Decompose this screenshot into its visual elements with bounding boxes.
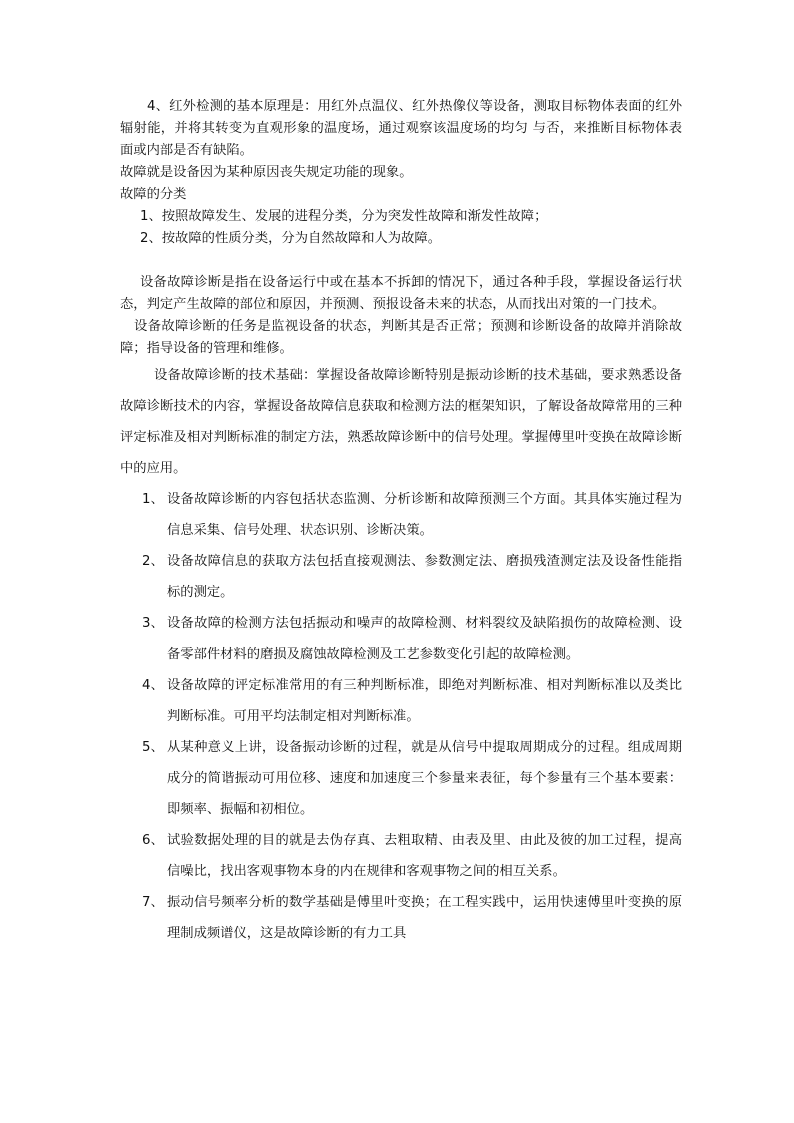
list-item [120, 484, 682, 546]
list-item-text: 从某种意义上讲，设备振动诊断的过程，就是从信号中提取周期成分的过程。组成周期成分的简谐振动可用位移、速度和加速度三个参量来表征，每个参量有三个基本要素：即频率、振幅和初相位。 [167, 740, 682, 817]
paragraph-diagnosis-definition: 设备故障诊断是指在设备运行中或在基本不拆卸的情况下，通过各种手段，掌握设备运行状态，判定产生故障的部位和原因，并预测、预报设备未来的状态，从而找出对策的一门技术。 [120, 275, 682, 312]
fault-class-item-2: 2、按故障的性质分类，分为自然故障和人为故障。 [140, 231, 441, 246]
list-item [120, 732, 682, 825]
list-item-number: 2、 [142, 554, 164, 569]
list-item-number: 7、 [142, 895, 164, 910]
list-item [120, 608, 682, 670]
list-item-number: 4、 [142, 678, 164, 693]
list-item [120, 546, 682, 608]
list-item-number: 5、 [142, 740, 164, 755]
paragraph-technical-basis: 设备故障诊断的技术基础：掌握设备故障诊断特别是振动诊断的技术基础，要求熟悉设备故障诊断技术的内容，掌握设备故障信息获取和检测方法的框架知识，了解设备故障常用的三种评定标准及相对判断标准的制定方法，熟悉故障诊断中的信号处理。掌握傅里叶变换在故障诊断中的应用。 [120, 368, 682, 476]
list-item-number: 1、 [142, 492, 164, 507]
list-item-text: 设备故障的评定标准常用的有三种判断标准，即绝对判断标准、相对判断标准以及类比判断标准。可用平均法制定相对判断标准。 [167, 678, 682, 724]
heading-fault-classification: 故障的分类 [120, 187, 187, 202]
blank-line [120, 250, 682, 272]
list-item [120, 887, 682, 949]
list-item [120, 825, 682, 887]
document-page [120, 96, 682, 949]
list-item [120, 670, 682, 732]
list-item-text: 试验数据处理的目的就是去伪存真、去粗取精、由表及里、由此及彼的加工过程，提高信噪比，找出客观事物本身的内在规律和客观事物之间的相互关系。 [167, 833, 682, 879]
list-item-text: 设备故障信息的获取方法包括直接观测法、参数测定法、磨损残渣测定法及设备性能指标的测定。 [167, 554, 682, 600]
numbered-list [120, 484, 682, 949]
list-item-text: 振动信号频率分析的数学基础是傅里叶变换；在工程实践中，运用快速傅里叶变换的原理制成频谱仪，这是故障诊断的有力工具 [167, 895, 682, 941]
list-item-text: 设备故障诊断的内容包括状态监测、分析诊断和故障预测三个方面。其具体实施过程为信息采集、信号处理、状态识别、诊断决策。 [167, 492, 682, 538]
paragraph-fault-definition: 故障就是设备因为某种原因丧失规定功能的现象。 [120, 165, 413, 180]
list-item-number: 3、 [142, 616, 164, 631]
paragraph-infrared-principle: 4、红外检测的基本原理是：用红外点温仪、红外热像仪等设备，测取目标物体表面的红外辐射能，并将其转变为直观形象的温度场，通过观察该温度场的均匀 与否，来推断目标物体表面或内部是否有缺陷。 [120, 99, 682, 158]
fault-class-item-1: 1、按照故障发生、发展的进程分类，分为突发性故障和渐发性故障； [140, 209, 548, 224]
paragraph-diagnosis-task: 设备故障诊断的任务是监视设备的状态，判断其是否正常；预测和诊断设备的故障并消除故障；指导设备的管理和维修。 [120, 319, 682, 356]
list-item-text: 设备故障的检测方法包括振动和噪声的故障检测、材料裂纹及缺陷损伤的故障检测、设备零部件材料的磨损及腐蚀故障检测及工艺参数变化引起的故障检测。 [167, 616, 682, 662]
list-item-number: 6、 [142, 833, 164, 848]
